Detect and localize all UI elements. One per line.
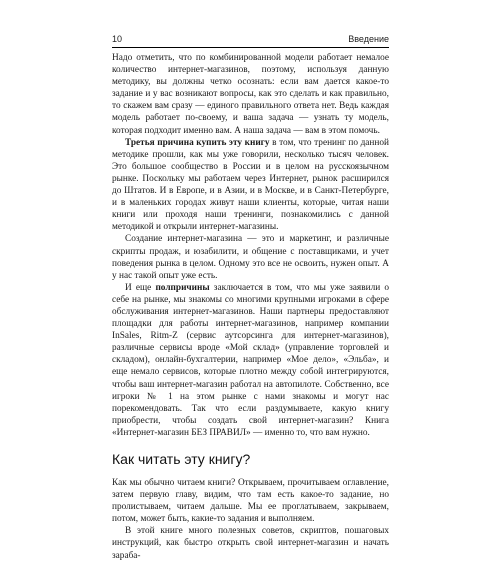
section-title: Введение: [348, 34, 389, 44]
paragraph-4-lead: И еще: [125, 282, 156, 293]
paragraph-3: Создание интернет-магазина — это и маркетинг, и различные скрипты продаж, и юзабилити, и общение с поставщиками, и учет поведения рынка в целом. Одному это все не освоить, нужен опыт. А у нас такой опыт уже есть.: [112, 234, 389, 281]
paragraph-4: [112, 282, 389, 439]
section-heading: Как читать эту книгу?: [112, 451, 251, 467]
header-rule: [112, 47, 389, 48]
paragraph-2: [112, 137, 389, 234]
body-text: [112, 52, 389, 562]
page-number: 10: [112, 34, 123, 44]
paragraph-2-text: в том, что тренинг по данной методике прошли, как мы уже говорили, несколько тысяч человек. Это большое сообщество в России и в целом на русскоязычном рынке. Поскольку мы работаем через Интернет, рынок расширился до Штатов. И в Европе, и в Азии, и в Москве, и в Санкт-Петербурге, и в маленьких городах живут наши клиенты, которые, читая наши книги или проходя наши тренинги, познакомились с данной методикой и открыли интернет-магазины.: [112, 137, 390, 233]
paragraph-4-emphasis: полпричины: [155, 282, 210, 293]
paragraph-4-text: заключается в том, что мы уже заявили о себе на рынке, мы знакомы со многими крупными игроками в сфере обслуживания интернет-магазинов. Наши партнеры предоставляют площадки для работы интернет-магазинов, например компании InSales, Ritm-Z (сервис аутсорсинга для интернет-магазинов), различные сервисы вроде «Мой склад» (управление торговлей и складом), онлайн-бухгалтерии, например «Мое дело», «Эльба», и еще немало сервисов, которые плотно между собой интегрируются, чтобы ваш интернет-магазин работал на автопилоте. Собственно, все игроки № 1 на этом рынке с нами знакомы и могут нас порекомендовать. Так что если раздумываете, какую книгу приобрести, чтобы создать свой интернет-магазин? Книга «Интернет-магазин БЕЗ ПРАВИЛ» — именно то, что вам нужно.: [112, 282, 389, 438]
paragraph-2-emphasis: Третья причина купить эту книгу: [125, 137, 270, 148]
running-head: [112, 34, 389, 44]
paragraph-1: Надо отметить, что по комбинированной модели работает немалое количество интернет-магазинов, поэтому, используя данную методику, вы должны четко осознать: если вам дается какое-то задание и у вас возникают вопросы, как это сделать и как правильно, то скажем вам сразу — единого правильного ответа нет. Ведь каждая модель работает по-своему, и ваша задача — узнать ту модель, которая подходит именно вам. А наша задача — вам в этом помочь.: [112, 53, 389, 136]
paragraph-6: В этой книге много полезных советов, скриптов, пошаговых инструкций, как быстро открыть свой интернет-магазин и начать зараба-: [112, 526, 389, 561]
paragraph-5: Как мы обычно читаем книги? Открываем, прочитываем оглавление, затем первую главу, видим, что там есть какое-то задание, но пролистываем, читаем дальше. Мы ее проглатываем, закрываем, потом, может быть, какие-то задания и выполняем.: [112, 478, 389, 525]
